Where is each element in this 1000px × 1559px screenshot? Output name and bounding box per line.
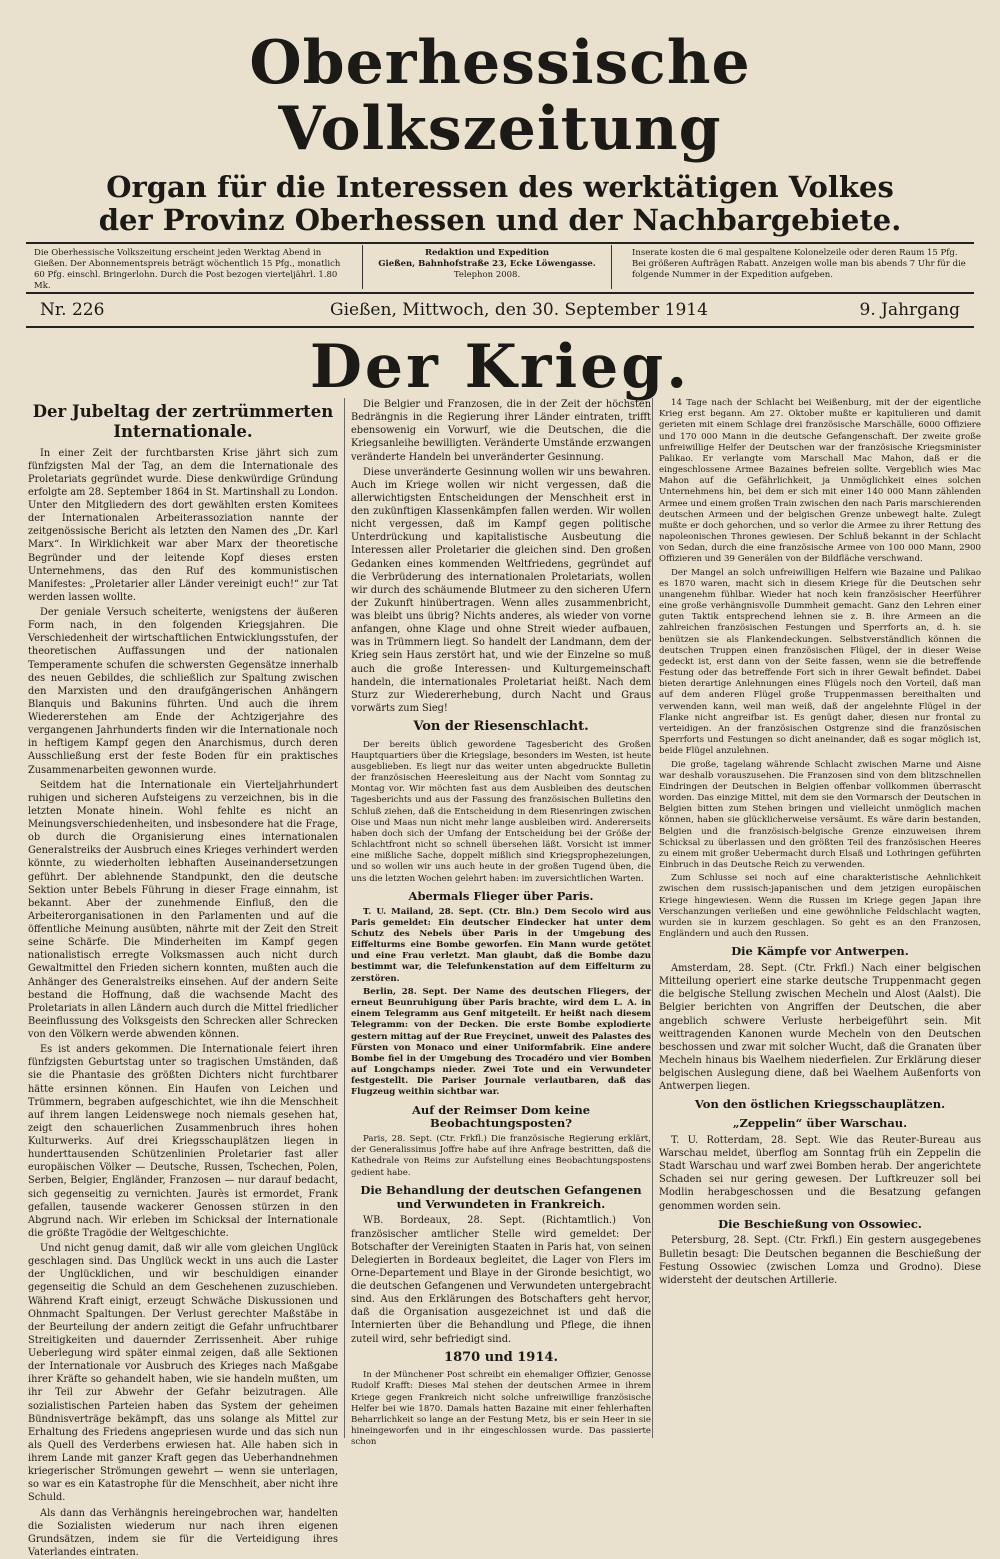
masthead-subtitle-2: der Provinz Oberhessen und der Nachbargebiete. <box>98 203 902 237</box>
article-paragraph: Die große, tagelang währende Schlacht zwischen Marne und Aisne war deshalb vorauszusehen. Die Franzosen sind von dem blitzschnellen Eindringen der Deutschen in Belgien offenbar vollkommen überrascht worden. Das einzige Mittel, mit dem sie den Vormarsch der Deutschen in Belgien bitten zum Stehen bringen und vielleicht unmöglich machen können, haben sie glücklicherweise versäumt. Es wäre darin bestanden, Belgien und die französisch-belgische Grenze einzuweisen ihrem Schicksal zu überlassen und den größten Teil des französischen Heeres zu einem mit großer Uebermacht durch Elsaß und Lothringen geführten Einbruch in das Deutsche Reich zu verwenden. <box>659 759 981 871</box>
issue-number: Nr. 226 <box>40 300 105 320</box>
article-paragraph: Der Mangel an solch unfreiwilligen Helfern wie Bazaine und Palikao es 1870 waren, macht sich in diesem Kriege für die Deutschen sehr unangenehm fühlbar. Wieder hat noch kein französischer Heerführer eine große verhängnisvolle Dummheit gemacht. Ganz den Lehren einer guten Taktik entsprechend lehnen sie z. B. ihre Armeen an die zahlreichen französischen Festungen und Sperrforts an, d. h. sie benützen sie als Flankendeckungen. Selbstverständlich können die deutschen Truppen einen französischen Flügel, der in dieser Weise gedeckt ist, erst dann von der Seite fassen, wenn sie die betreffende Festung oder das betreffende Fort sich in ihrer Gewalt befindet. Dabei bieten derartige Anlehnungen eines Flügels noch den Vorteil, daß man auf dem anderen Flügel große Truppenmassen bereithalten und verwenden kann, weil man weiß, daß der angelehnte Flügel in der Flanke nicht angreifbar ist. Es genügt daher, diesen nur frontal zu verteidigen. An der französischen Ostgrenze sind die französischen Sperrforts und Festungen so dicht aneinander, daß es sogar möglich ist, beide Flügel anzulehnen. <box>659 567 981 757</box>
article-heading-1870: 1870 und 1914. <box>444 1349 558 1365</box>
article-heading-gefangene: Die Behandlung der deutschen Gefangenen und Verwundeten in Frankreich. <box>360 1182 642 1211</box>
article-heading-antwerpen: Die Kämpfe vor Antwerpen. <box>731 944 909 959</box>
article-paragraph: Der geniale Versuch scheiterte, wenigstens der äußeren Form nach, in den folgenden Kriegsjahren. Die Verschiedenheit der wirtschaftlichen Entwicklungsstufen, der theoretischen Auffassungen und der nationalen Temperamente schufen die schwersten Gegensätze innerhalb des neuen Gebildes, die schließlich zur Spaltung zwischen den Marxisten und den draufgängerischen Anhängern Blanquis und Bakunins führten. Und auch die ihrem Wiedererstehen am Ende der Achtzigerjahre des vergangenen Jahrhunderts finden wir die Internationale noch in heftigem Kampf gegen den Anarchismus, durch deren Ausschließung erst der feste Boden für ein praktisches Zusammenarbeiten gewonnen wurde. <box>28 607 338 776</box>
article-paragraph: Und nicht genug damit, daß wir alle vom gleichen Unglück geschlagen sind. Das Unglück weckt in uns auch die Laster der Unglücklichen, und wir beschuldigen einander gegenseitig die Schuld an dem Geschehenen zuzuschieben. Während Kraft einigt, erzeugt Schwäche Diskussionen und Ohnmacht Spaltungen. Der Verlust gerechter Maßstäbe in der Beurteilung der andern zeitigt die Gefahr unfruchtbarer Streitigkeiten und dauernder Zerrissenheit. Aber ruhige Ueberlegung wird später einmal zeigen, daß alle Sektionen der Internationale vor Ausbruch des Krieges nach Maßgabe ihrer Kräfte so gehandelt haben, wie sie handeln mußten, um ihr Teil zur Abwehr der Gefahr beizutragen. Alle sozialistischen Parteien haben das System der geheimen Bündnisverträge bekämpft, das uns solange als Mittel zur Erhaltung des Friedens angepriesen wurde und das sich nun als Quell des Verderbens erwiesen hat. Alle haben sich in ihrem Lande mit ganzer Kraft gegen das Ueberhandnehmen kriegerischer Strömungen gewehrt — wenn sie unterlagen, so war es ein Katastrophe für die Menschheit, aber nicht ihre Schuld. <box>28 1243 338 1504</box>
article-paragraph: Paris, 28. Sept. (Ctr. Frkfl.) Die französische Regierung erklärt, der Generalissimus Joffre habe auf ihre Anfrage bestritten, daß die Kathedrale von Reims zur Aufstellung eines Beobachtungspostens gedient habe. <box>351 1134 651 1178</box>
article-paragraph: Seitdem hat die Internationale ein Vierteljahrhundert ruhigen und sicheren Aufsteigens zu verzeichnen, bis in die letzten Monate hinein. Wohl fehlte es nicht an Meinungsverschiedenheiten, und insbesondere hat die Frage, ob durch die Organisierung eines internationalen Generalstreiks der Ausbruch eines Krieges verhindert werden könnte, zu wiederholten lebhaften Auseinandersetzungen geführt. Der ablehnende Standpunkt, den die deutsche Sektion unter Bebels Führung in dieser Frage einnahm, ist bekannt. Aber der zunehmende Einfluß, den die Arbeiterorganisationen in den Parlamenten und auf die öffentliche Meinung ausübten, nährte mit der Zeit den Streit seine Schärfe. Die Minderheiten im Kampf gegen nationalistisch erregte Volksmassen auch nicht durch Gewaltmittel den Frieden sichern konnten, mußten auch die Anhänger des Generalstreiks einsehen. Auf der andern Seite bestand die Hoffnung, daß die wachsende Macht des Proletariats in allen Ländern auch durch die Mittel friedlicher Beeinflussung des Volksgeists den Schrecken aller Schrecken von den Völkern werde abwenden können. <box>28 779 338 1041</box>
article-heading-ost: Von den östlichen Kriegsschauplätzen. <box>694 1097 946 1112</box>
article-heading-riesenschlacht: Von der Riesenschlacht. <box>413 719 589 734</box>
article-paragraph: In der Münchener Post schreibt ein ehemaliger Offizier, Genosse Rudolf Krafft: Dieses Mal stehen der deutschen Armee in ihrem Kriege gegen Frankreich nicht solche unfreiwillige französische Helfer bei wie 1870. Damals hatten Bazaine mit einer fehlerhaften Beharrlichkeit so lange an der Festung Metz, bis er sein Heer in sie hineingeworfen und in ihr eingeschlossen wurde. Das passierte schon <box>351 1370 651 1448</box>
column-2 <box>344 398 652 1448</box>
article-paragraph: T. U. Rotterdam, 28. Sept. Wie das Reuter-Bureau aus Warschau meldet, überflog am Sonntag früh ein Zeppelin die Stadt Warschau und warf zwei Bomben herab. Der angerichtete Schaden sei nur gering gewesen. Der Luftkreuzer soll bei Modlin herabgeschossen und die Besatzung gefangen genommen worden sein. <box>659 1134 981 1212</box>
masthead-subtitle-1: Organ für die Interessen des werktätigen Volkes <box>106 170 894 204</box>
article-heading-reims: Auf der Reimser Dom keine Beobachtungsposten? <box>411 1102 591 1131</box>
office-title: Redaktion und Expedition <box>424 248 550 258</box>
office-address: Gießen, Bahnhofstraße 23, Ecke Löwengasse. <box>378 258 596 269</box>
issue-line <box>40 296 960 324</box>
article-paragraph: Diese unveränderte Gesinnung wollen wir uns bewahren. Auch im Kriege wollen wir nicht vergessen, daß die allerwichtigsten Entscheidungen der Menschheit erst in den zukünftigen Klassenkämpfen fallen werden. Wir wollen nicht vergessen, daß im Kampf gegen politische Unterdrückung und kapitalistische Ausbeutung die Interessen aller Proletarier die gleichen sind. Den großen Gedanken eines kommenden Weltfriedens, gegründet auf die Verbrüderung des internationalen Proletariats, wollen wir durch des schäumende Blutmeer zu den sicheren Ufern der Zukunft hinübertragen. Wenn alles zusammenbricht, was bleibt uns übrig? Nichts anderes, als wieder von vorne anfangen, ohne Klage und ohne Streit wieder aufbauen, was in Trümmern liegt. So handelt der Landmann, dem der Krieg sein Haus zerstört hat, und wie der Einzelne so muß auch die große Interessen- und Kulturgemeinschaft handeln, die internationales Proletariat heißt. Nach dem Sturz zur Wiedererhebung, durch Nacht und Graus vorwärts zum Sieg! <box>351 466 651 714</box>
article-paragraph: Es ist anders gekommen. Die Internationale feiert ihren fünfzigsten Geburtstag unter so tragischen Umständen, daß sie die Phantasie des größten Dichters nicht furchtbarer hätte ersinnen können. Ein Haufen von Leichen und Trümmern, begraben aufgeschichtet, wie ihn die Menschheit auf ihrem langen Leidenswege noch niemals gesehen hat, zeigt den schauerlichen Zusammenbruch ihres hohen Kulturwerks. Auf drei Kriegsschauplätzen liegen in hunderttausenden Schützenlinien Proletarier fast aller europäischen Völker — Deutsche, Russen, Tschechen, Polen, Serben, Belgier, Engländer, Franzosen — nur darauf bedacht, sich gegenseitig zu vernichten. Jaurès ist ermordet, Frank gefallen, tausende wackerer Genossen stürzen in den Abgrund nach. Wir erleben im Schicksal der Internationale die größte Tragödie der Weltgeschichte. <box>28 1044 338 1239</box>
issue-volume: 9. Jahrgang <box>859 300 960 320</box>
article-paragraph: T. U. Mailand, 28. Sept. (Ctr. Bln.) Dem Secolo wird aus Paris gemeldet: Ein deutscher Eindecker hat unter dem Schutz des Nebels über Paris in der Umgebung des Eiffelturms eine Bombe geworfen. Ein Mann wurde getötet und eine Frau verletzt. Man glaubt, daß die Bombe dazu bestimmt war, die Telefunkenstation auf dem Eiffelturm zu zerstören. <box>351 906 651 984</box>
article-paragraph: Als dann das Verhängnis hereingebrochen war, handelten die Sozialisten wiederum nur nach ihren eigenen Grundsätzen, indem sie für die Verteidigung ihres Vaterlandes eintraten. <box>28 1507 338 1558</box>
office-phone: Telephon 2008. <box>453 269 521 280</box>
top-rule <box>26 242 974 244</box>
article-paragraph: WB. Bordeaux, 28. Sept. (Richtamtlich.) Von französischer amtlicher Stelle wird gemeldet: Der Botschafter der Vereinigten Staaten in Paris hat, von seinen Delegierten in Bordeaux begleitet, die Lager von Flers im Orne-Departement und Blaye in der Gironde besichtigt, wo die deutschen Gefangenen und Verwundeten untergebracht sind. Aus den Erklärungen des Botschafters geht hervor, daß die Organisation ausgezeichnet ist und daß die Internierten über die Behandlung und Pflege, die ihnen zuteil wird, sehr befriedigt sind. <box>351 1215 651 1345</box>
subscription-info: Die Oberhessische Volkszeitung erscheint jeden Werktag Abend in Gießen. Der Abonnementspreis beträgt wöchentlich 15 Pfg., monatlich 60 Pfg. einschl. Bringerlohn. Durch die Post bezogen vierteljährl. 1.80 Mk. <box>34 248 341 291</box>
main-headline: Der Krieg. <box>309 332 691 402</box>
masthead-title: Oberhessische Volkszeitung <box>249 28 751 164</box>
article-paragraph: Amsterdam, 28. Sept. (Ctr. Frkfl.) Nach einer belgischen Mitteilung operiert eine starke deutsche Truppenmacht gegen die belgische Stellung zwischen Mecheln und Alost (Aalst). Die Belgier berichten von Angriffen der Deutschen, die aber angeblich schwere Verluste herbeigeführt sein. Mit weittragenden Kanonen wurde Mecheln von den Deutschen beschossen und zwar mit solcher Wucht, daß die Granaten über Mecheln hinaus bis Waelhem niederfielen. Zur Erklärung dieser belgischen Auslegung diene, daß bei Waelhem Außenforts von Antwerpen liegen. <box>659 963 981 1093</box>
article-paragraph: Der bereits üblich gewordene Tagesbericht des Großen Hauptquartiers über die Kriegslage, besonders im Westen, ist heute ausgeblieben. Es liegt nur das weiter unten abgedruckte Bulletin der französischen Heeresleitung aus der Nacht vom Sonntag zu Montag vor. Wir möchten fast aus dem Ausbleiben des deutschen Tagesberichts und aus der Fassung des französischen Bulletins den Schluß ziehen, daß die Entscheidung in dem Riesenringen zwischen Oise und Maas nun nicht mehr lange ausbleiben wird. Andererseits haben doch sich der Umfang der Entscheidung bei der Größe der Schlachtfront nicht so schnell übersehen läßt. Vorsicht ist immer eine mißliche Sache, doppelt mißlich sind Kriegsprophezeiungen, und so wollen wir uns auch heute in der großen Tugend üben, die uns die letzten Wochen gelehrt haben: im zuversichtlichen Warten. <box>351 739 651 884</box>
article-heading-ossowiec: Die Beschießung von Ossowiec. <box>718 1216 922 1231</box>
article-heading-zeppelin: „Zeppelin“ über Warschau. <box>732 1116 908 1131</box>
article-paragraph: Petersburg, 28. Sept. (Ctr. Frkfl.) Ein gestern ausgegebenes Bulletin besagt: Die Deutschen begannen die Beschießung der Festung Ossowiec (zwischen Lomza und Grodno). Diese widersteht der deutschen Artillerie. <box>659 1235 981 1286</box>
issue-date: Gießen, Mittwoch, den 30. September 1914 <box>330 300 708 320</box>
article-paragraph: In einer Zeit der furchtbarsten Krise jährt sich zum fünfzigsten Mal der Tag, an dem die Internationale des Proletariats gegründet wurde. Diese denkwürdige Gründung erfolgte am 28. September 1864 in St. Martinshall zu London. Unter den Mitgliedern des dort gewählten ersten Komitees der Internationalen Arbeiterassoziation nannte der zeitgenössische Bericht als letzten den Namen des „Dr. Karl Marx“. In Wirklichkeit war aber Marx der theoretische Begründer und der leitende Kopf dieses ersten Unternehmens, das den Ruf des kommunistischen Manifestes: „Proletarier aller Länder vereinigt euch!“ zur Tat werden lassen wollte. <box>28 447 338 603</box>
column-1 <box>28 398 338 1558</box>
article-paragraph: 14 Tage nach der Schlacht bei Weißenburg, mit der der eigentliche Krieg erst begann. Am 27. Oktober mußte er kapitulieren und damit gerieten mit einem Schlage drei französische Marschälle, 6000 Offiziere und 170 000 Mann in die deutsche Gefangenschaft. Der zweite große unfreiwillige Helfer der Deutschen war der französische Kriegsminister Palikao. Er verlangte vom Marschall Mac Mahon, daß er die eingeschlossene Armee Bazaines befreien sollte. Vergeblich wies Mac Mahon auf die Gefährlichkeit, ja Unmöglichkeit eines solchen Unternehmens hin, bei dem er sich mit einer 140 000 Mann zählenden Armee und einem großen Train zwischen den nach Paris marschierenden deutschen Armeen und der belgischen Grenze unbewegt halte. Zulegt mußte er doch gehorchen, und so verlor die Armee zu ihrer Rettung des napoleonischen Thrones gewiesen. Der Schluß bekannt in der Schlacht von Sedan, durch die eine französische Armee von 100 000 Mann, 2900 Offizieren und 39 Generälen von der Bildfläche verschwand. <box>659 398 981 565</box>
advertising-info: Inserate kosten die 6 mal gespaltene Kolonelzeile oder deren Raum 15 Pfg. Bei größeren Aufträgen Rabatt. Anzeigen wolle man bis abends 7 Uhr für die folgende Nummer in der Expedition aufgeben. <box>632 248 966 280</box>
article-heading-jubeltag: Der Jubeltag der zertrümmerten Internationale. <box>32 402 334 441</box>
info-rule <box>26 292 974 294</box>
column-3 <box>652 398 981 1438</box>
article-paragraph: Berlin, 28. Sept. Der Name des deutschen Fliegers, der erneut Beunruhigung über Paris brachte, wird dem L. A. in einem Telegramm aus Genf mitgeteilt. Er heißt nach diesem Telegramm: von der Decken. Die erste Bombe explodierte gestern mittag auf der Rue Freycinet, unweit des Palastes des Fürsten von Monaco und einer Uniformfabrik. Eine andere Bombe fiel in der Umgebung des Trocadéro und vier Bomben auf Longchamps nieder. Zwei Tote und ein Verwundeter festgestellt. Die Pariser Journale verlautbaren, daß das Flugzeug weithin sichtbar war. <box>351 986 651 1098</box>
article-heading-flieger: Abermals Flieger über Paris. <box>408 888 594 903</box>
article-paragraph: Zum Schlusse sei noch auf eine charakteristische Aehnlichkeit zwischen dem russisch-japanischen und dem jetzigen europäischen Kriege hingewiesen. Wenn die Russen im Kriege gegen Japan ihre Verschanzungen verließen und eine gewöhnliche Feldschlacht wagten, wurden sie in kurzem geschlagen. So geht es an den Franzosen, Engländern und auch den Russen. <box>659 873 981 940</box>
article-paragraph: Die Belgier und Franzosen, die in der Zeit der höchsten Bedrängnis in die Regierung ihrer Länder eintraten, trifft ebensowenig ein Vorwurf, wie die Deutschen, die die Kriegsanleihe bewilligten. Veränderte Umstände erzwangen veränderte Handeln bei unveränderter Gesinnung. <box>351 399 652 463</box>
issue-rule <box>26 326 974 328</box>
editorial-office-info <box>362 245 612 289</box>
